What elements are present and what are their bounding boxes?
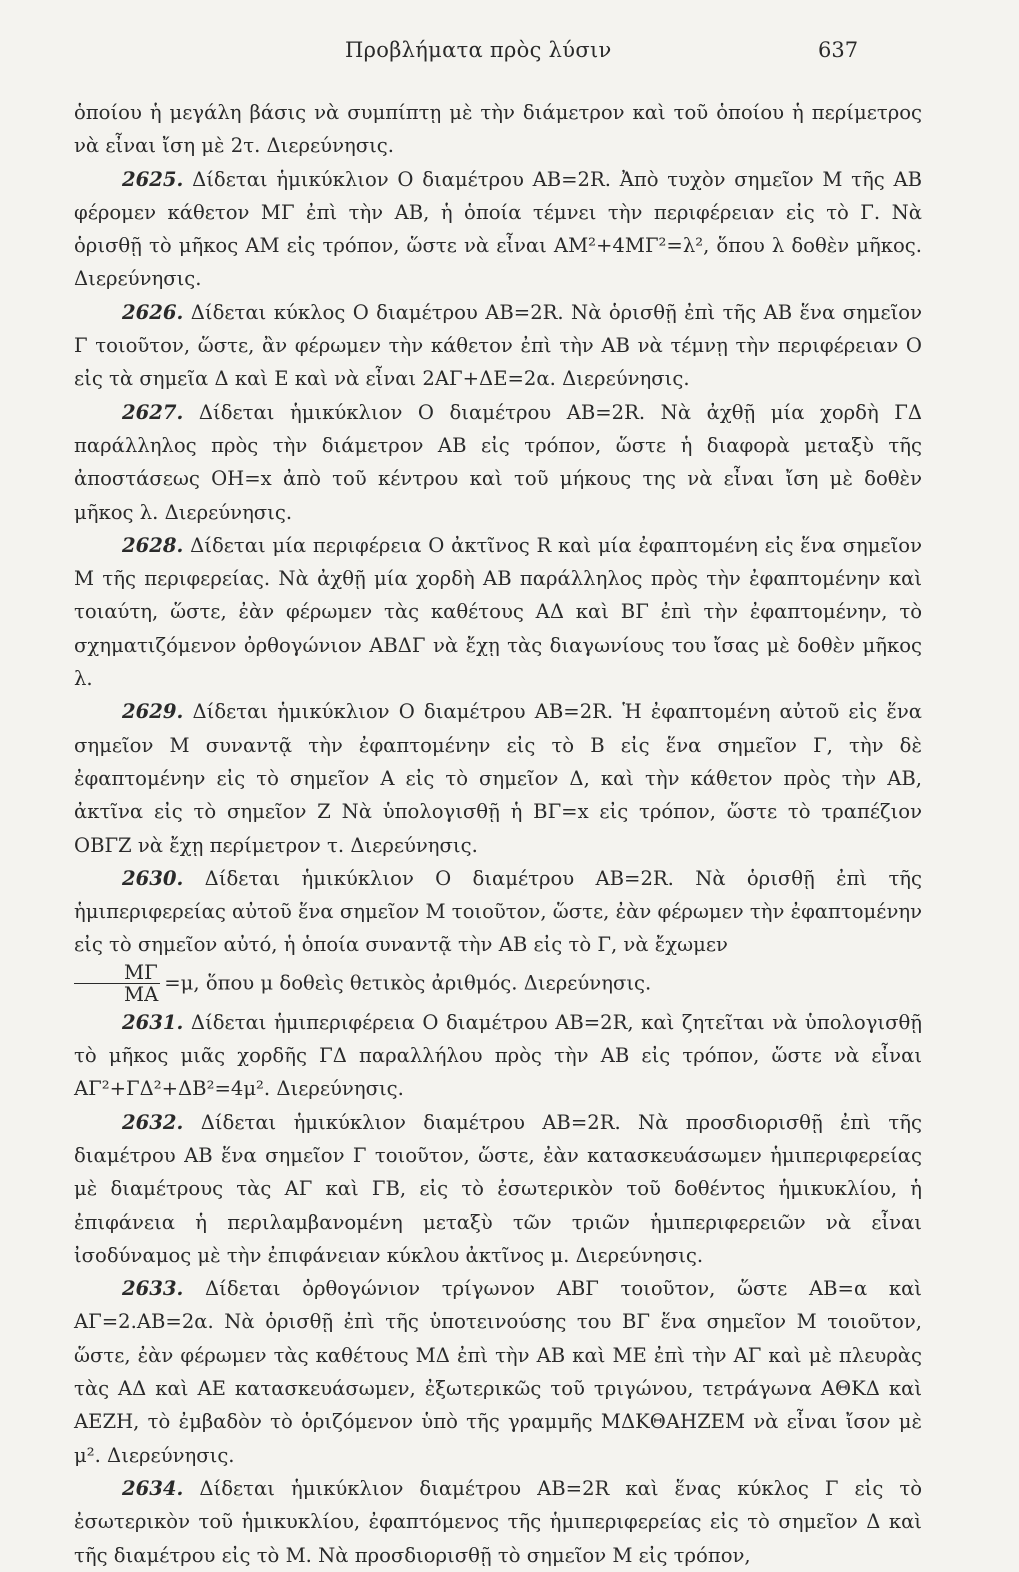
problem-2627: [74, 396, 922, 529]
problem-number: 2633.: [122, 1277, 184, 1301]
running-head: [0, 38, 1019, 68]
running-title: Προβλήματα πρὸς λύσιν: [345, 38, 612, 62]
problem-number: 2627.: [122, 400, 184, 424]
intro-paragraph: ὁποίου ἡ μεγάλη βάσις νὰ συμπίπτῃ μὲ τὴν διάμετρον καὶ τοῦ ὁποίου ἡ περίμετρος νὰ εἶναι ἴση μὲ 2τ. Διερεύνησις.: [74, 101, 922, 158]
problem-text: Δίδεται κύκλος Ο διαμέτρου ΑΒ=2R. Νὰ ὁρισθῇ ἐπὶ τῆς ΑΒ ἕνα σημεῖον Γ τοιοῦτον, ὥστε, ἂν φέρωμεν τὴν κάθετον ἐπὶ τὴν ΑΒ νὰ τέμνῃ τὴν περιφέρειαν Ο εἰς τὰ σημεῖα Δ καὶ Ε καὶ νὰ εἶναι 2ΑΓ+ΔΕ=2α. Διερεύνησις.: [74, 300, 922, 391]
problem-text: Δίδεται ἡμικύκλιον διαμέτρου ΑΒ=2R. Νὰ προσδιορισθῇ ἐπὶ τῆς διαμέτρου ΑΒ ἕνα σημεῖον Γ τοιοῦτον, ὥστε, ἐὰν κατασκευάσωμεν ἡμιπεριφερείας μὲ διαμέτρους τὰς ΑΓ καὶ ΓΒ, εἰς τὸ ἐσωτερικὸν τοῦ δοθέντος ἡμικυκλίου, ἡ ἐπιφάνεια ἡ περιλαμβανομένη μεταξὺ τῶν τριῶν ἡμιπεριφερειῶν νὰ εἶναι ἰσοδύναμος μὲ τὴν ἐπιφάνειαν κύκλου ἀκτῖνος μ. Διερεύνησις.: [74, 1110, 922, 1267]
problem-2628: [74, 529, 922, 695]
problem-number: 2634.: [122, 1476, 184, 1500]
problem-text: Δίδεται ἡμικύκλιον Ο διαμέτρου ΑΒ=2R. Νὰ ὁρισθῇ ἐπὶ τῆς ἡμιπεριφερείας αὐτοῦ ἕνα σημεῖον Μ τοιοῦτον, ὥστε, ἐὰν φέρωμεν τὴν ἐφαπτομένην εἰς τὸ σημεῖον αὐτό, ἡ ὁποία συναντᾷ τὴν ΑΒ εἰς τὸ Γ, νὰ ἔχωμεν: [74, 866, 923, 957]
problem-text: Δίδεται ἡμικύκλιον Ο διαμέτρου ΑΒ=2R. Ἀπὸ τυχὸν σημεῖον Μ τῆς ΑΒ φέρομεν κάθετον ΜΓ ἐπὶ τὴν ΑΒ, ἡ ὁποία τέμνει τὴν περιφέρειαν εἰς τὸ Γ. Νὰ ὁρισθῇ τὸ μῆκος ΑΜ εἰς τρόπον, ὥστε νὰ εἶναι ΑΜ²+4ΜΓ²=λ², ὅπου λ δοθὲν μῆκος. Διερεύνησις.: [74, 167, 922, 291]
problem-number: 2628.: [122, 533, 184, 557]
problem-2626: [74, 296, 922, 396]
problem-number: 2632.: [122, 1110, 184, 1134]
problem-text: Δίδεται ἡμικύκλιον Ο διαμέτρου ΑΒ=2R. Ἡ ἐφαπτομένη αὐτοῦ εἰς ἕνα σημεῖον Μ συναντᾷ τὴν ἐφαπτομένην εἰς τὸ Β εἰς ἕνα σημεῖον Γ, τὴν δὲ ἐφαπτομένην εἰς τὸ σημεῖον Α εἰς τὸ σημεῖον Δ, καὶ τὴν κάθετον πρὸς τὴν ΑΒ, ἀκτῖνα εἰς τὸ σημεῖον Ζ Νὰ ὑπολογισθῇ ἡ ΒΓ=x εἰς τρόπον, ὥστε τὸ τραπέζιον ΟΒΓΖ νὰ ἔχῃ περίμετρον τ. Διερεύνησις.: [74, 700, 922, 857]
problem-number: 2629.: [122, 700, 184, 724]
problem-2634: [74, 1472, 922, 1572]
fraction-denominator: ΜΑ: [124, 983, 159, 1007]
problem-text-tail: =μ, ὅπου μ δοθεὶς θετικὸς ἀριθμός. Διερεύνησις.: [164, 971, 652, 995]
problem-2633: [74, 1272, 922, 1472]
problem-text: Δίδεται ὀρθογώνιον τρίγωνον ΑΒΓ τοιοῦτον, ὥστε ΑΒ=α καὶ ΑΓ=2.ΑΒ=2α. Νὰ ὁρισθῇ ἐπὶ τῆς ὑποτεινούσης του ΒΓ ἕνα σημεῖον Μ τοιοῦτον, ὥστε, ἐὰν φέρωμεν τὰς καθέτους ΜΔ ἐπὶ τὴν ΑΒ καὶ ΜΕ ἐπὶ τὴν ΑΓ καὶ μὲ πλευρὰς τὰς ΑΔ καὶ ΑΕ κατασκευάσωμεν, ἐξωτερικῶς τοῦ τριγώνου, τετράγωνα ΑΘΚΔ καὶ ΑΕΖΗ, τὸ ἐμβαδὸν τὸ ὁριζόμενον ὑπὸ τῆς γραμμῆς ΜΔΚΘΑΗΖΕΜ νὰ εἶναι ἴσον μὲ μ². Διερεύνησις.: [74, 1277, 922, 1467]
problem-2630: [74, 862, 922, 1006]
problem-2625: [74, 163, 922, 296]
problem-2631: [74, 1006, 922, 1106]
problem-text: Δίδεται ἡμικύκλιον Ο διαμέτρου ΑΒ=2R. Νὰ ἀχθῇ μία χορδὴ ΓΔ παράλληλος πρὸς τὴν διάμετρον ΑΒ εἰς τρόπον, ὥστε ἡ διαφορὰ μεταξὺ τῆς ἀποστάσεως ΟΗ=x ἀπὸ τοῦ κέντρου καὶ τοῦ μήκους της νὰ εἶναι ἴση μὲ δοθὲν μῆκος λ. Διερεύνησις.: [74, 400, 922, 524]
problem-number: 2626.: [122, 300, 184, 324]
problem-text: Δίδεται ἡμιπεριφέρεια Ο διαμέτρου ΑΒ=2R, καὶ ζητεῖται νὰ ὑπολογισθῇ τὸ μῆκος μιᾶς χορδῆς ΓΔ παραλλήλου πρὸς τὴν ΑΒ εἰς τρόπον, ὥστε νὰ εἶναι ΑΓ²+ΓΔ²+ΔΒ²=4μ². Διερεύνησις.: [74, 1010, 923, 1101]
problem-text: Δίδεται μία περιφέρεια Ο ἀκτῖνος R καὶ μία ἐφαπτομένη εἰς ἕνα σημεῖον Μ τῆς περιφερείας. Νὰ ἀχθῇ μία χορδὴ ΑΒ παράλληλος πρὸς τὴν ἐφαπτομένην καὶ τοιαύτη, ὥστε, ἐὰν φέρωμεν τὰς καθέτους ΑΔ καὶ ΒΓ ἐπὶ τὴν ἐφαπτομένην, τὸ σχηματιζόμενον ὀρθογώνιον ΑΒΔΓ νὰ ἔχῃ τὰς διαγωνίους του ἴσας μὲ δοθὲν μῆκος λ.: [74, 533, 922, 691]
problem-number: 2631.: [122, 1010, 184, 1034]
problem-text: Δίδεται ἡμικύκλιον διαμέτρου ΑΒ=2R καὶ ἕνας κύκλος Γ εἰς τὸ ἐσωτερικὸν τοῦ ἡμικυκλίου, ἐφαπτόμενος τῆς ἡμιπεριφερείας εἰς τὸ σημεῖον Δ καὶ τῆς διαμέτρου εἰς τὸ Μ. Νὰ προσδιορισθῇ τὸ σημεῖον Μ εἰς τρόπον,: [74, 1476, 922, 1567]
fraction: [74, 962, 160, 1006]
problem-2629: [74, 695, 922, 861]
page-number: 637: [818, 38, 859, 62]
problem-2632: [74, 1106, 922, 1272]
problem-number: 2630.: [122, 866, 184, 890]
fraction-numerator: ΜΓ: [74, 962, 160, 985]
problem-number: 2625.: [122, 167, 184, 191]
page-body: [74, 96, 922, 1572]
